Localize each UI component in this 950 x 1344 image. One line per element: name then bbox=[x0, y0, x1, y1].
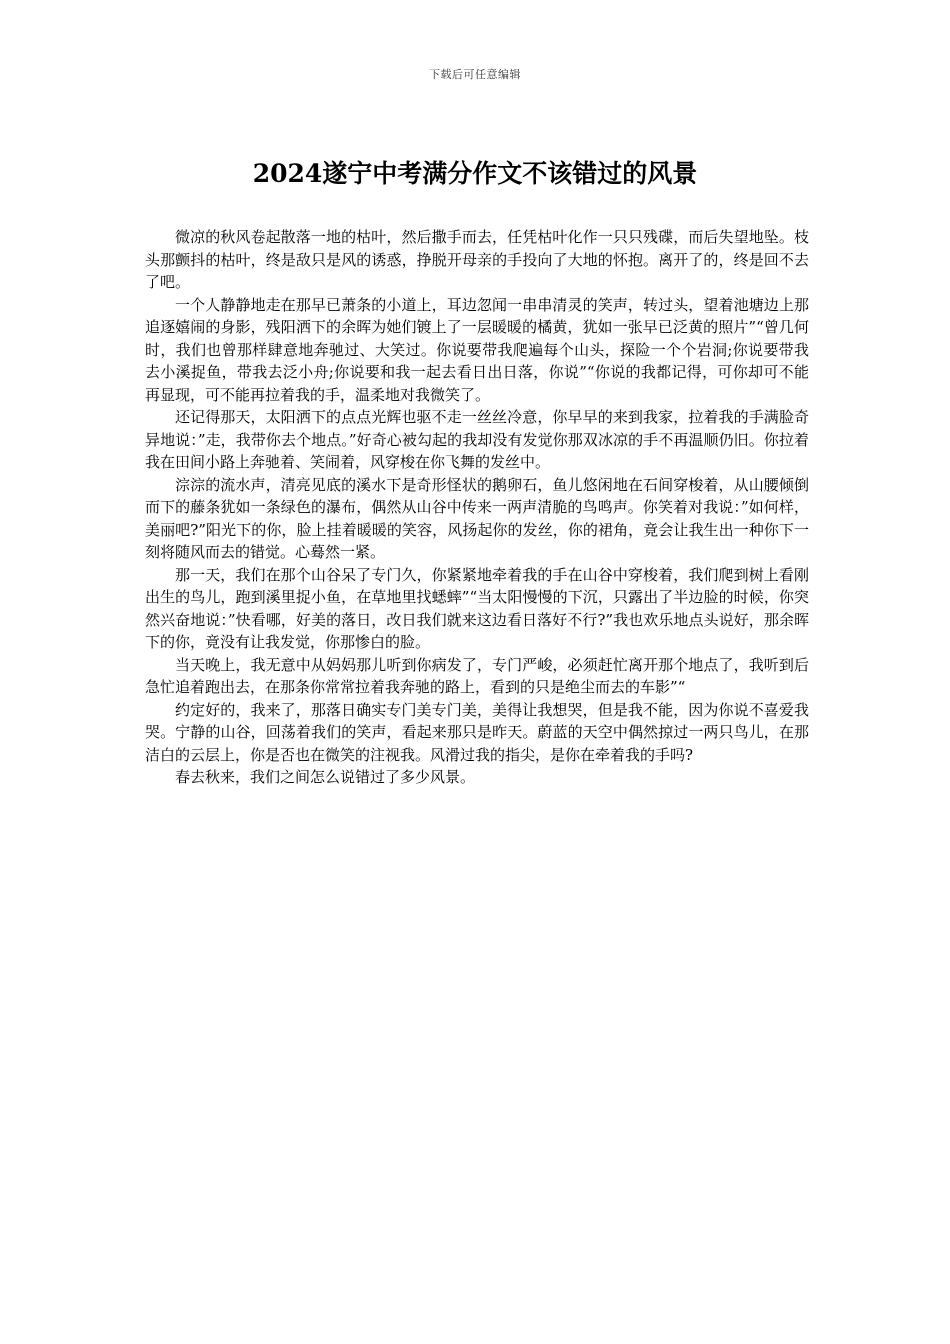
header-note: 下载后可任意编辑 bbox=[429, 68, 521, 81]
paragraph: 还记得那天，太阳洒下的点点光辉也驱不走一丝丝冷意，你早早的来到我家，拉着我的手满脸奇异地说：”走，我带你去个地点。”好奇心被勾起的我却没有发觉你那双冰凉的手不再温顺仍旧。你拉着我在田间小路上奔驰着、笑闹着，风穿梭在你飞舞的发丝中。 bbox=[145, 408, 809, 471]
paragraph: 春去秋来，我们之间怎么说错过了多少风景。 bbox=[175, 768, 476, 786]
essay-body bbox=[145, 226, 809, 789]
essay-title: 2024遂宁中考满分作文不该错过的风景 bbox=[252, 159, 698, 188]
paragraph: 微凉的秋风卷起散落一地的枯叶，然后撒手而去，任凭枯叶化作一只只残碟，而后失望地坠。枝头那颤抖的枯叶，终是敌只是风的诱惑，挣脱开母亲的手投向了大地的怀抱。离开了的，终是回不去了吧。 bbox=[145, 228, 809, 291]
paragraph: 那一天，我们在那个山谷呆了专门久，你紧紧地牵着我的手在山谷中穿梭着，我们爬到树上看刚出生的鸟儿，跑到溪里捉小鱼，在草地里找蟋蟀”“当太阳慢慢的下沉，只露出了半边脸的时候，你突然兴奋地说：”快看哪，好美的落日，改日我们就来这边看日落好不行?”我也欢乐地点头说好，那余晖下的你，竟没有让我发觉，你那惨白的脸。 bbox=[145, 565, 809, 651]
paragraph: 当天晚上，我无意中从妈妈那儿听到你病发了，专门严峻，必须赶忙离开那个地点了，我听到后急忙追着跑出去，在那条你常常拉着我奔驰的路上，看到的只是绝尘而去的车影”“ bbox=[145, 655, 809, 696]
paragraph: 约定好的，我来了，那落日确实专门美专门美，美得让我想哭，但是我不能，因为你说不喜爱我哭。宁静的山谷，回荡着我们的笑声，看起来那只是昨天。蔚蓝的天空中偶然掠过一两只鸟儿，在那洁白的云层上，你是否也在微笑的注视我。风滑过我的指尖，是你在牵着我的手吗? bbox=[145, 700, 809, 764]
paragraph: 一个人静静地走在那早已萧条的小道上，耳边忽闻一串串清灵的笑声，转过头，望着池塘边上那追逐嬉闹的身影，残阳洒下的余晖为她们镀上了一层暖暖的橘黄，犹如一张早已泛黄的照片”“曾几何时，我们也曾那样肆意地奔驰过、大笑过。你说要带我爬遍每个山头，探险一个个岩洞;你说要带我去小溪捉鱼，带我去泛小舟;你说要和我一起去看日出日落，你说”“你说的我都记得，可你却可不能再显现，可不能再拉着我的手，温柔地对我微笑了。 bbox=[145, 295, 809, 404]
paragraph: 淙淙的流水声，清亮见底的溪水下是奇形怪状的鹅卵石，鱼儿悠闲地在石间穿梭着，从山腰倾倒而下的藤条犹如一条绿色的瀑布，偶然从山谷中传来一两声清脆的鸟鸣声。你笑着对我说：”如何样，美丽吧?”阳光下的你，脸上挂着暖暖的笑容，风扬起你的发丝，你的裙角，竟会让我生出一种你下一刻将随风而去的错觉。心蓦然一紧。 bbox=[145, 475, 809, 561]
